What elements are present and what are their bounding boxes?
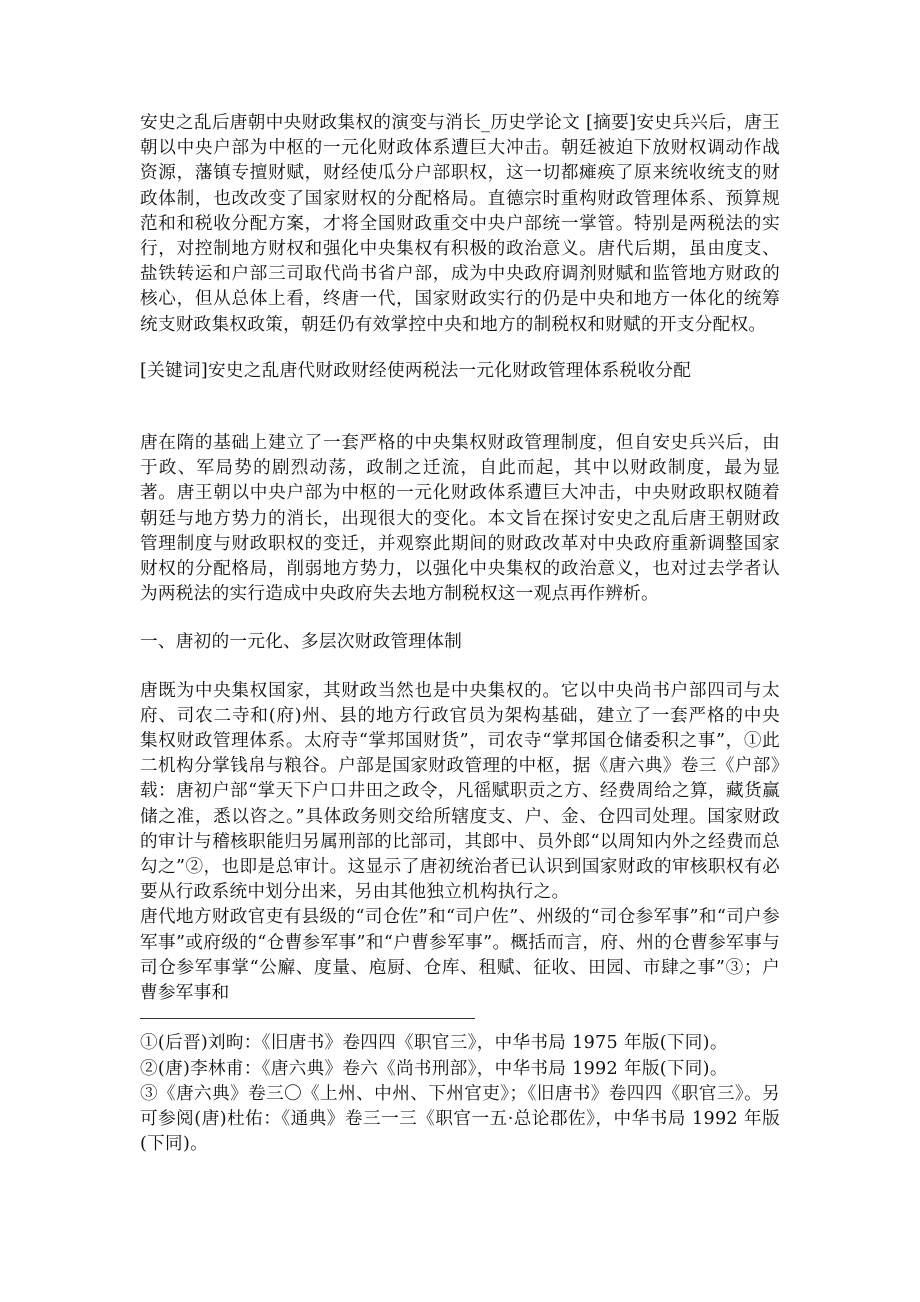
body-paragraph: 唐代地方财政官吏有县级的“司仓佐”和“司户佐”、州级的“司仓参军事”和“司户参军事”或府级的“仓曹参军事”和“户曹参军事”。概括而言，府、州的仓曹参军事与司仓参军事掌“公廨、度量、庖厨、仓库、租赋、征收、田园、市肆之事”③；户曹参军事和 bbox=[140, 907, 780, 1004]
footnote: ③《唐六典》卷三〇《上州、中州、下州官吏》；《旧唐书》卷四四《职官三》。另可参阅(唐)杜佑：《通典》卷三一三《职官一五·总论郡佐》，中华书局 1992 年版(下同)。 bbox=[140, 1083, 780, 1155]
footnote-divider bbox=[140, 1018, 475, 1019]
spacer bbox=[140, 656, 780, 679]
document-page bbox=[140, 111, 780, 1157]
section-heading: 一、唐初的一元化、多层次财政管理体制 bbox=[140, 632, 463, 653]
footnote: ②(唐)李林甫：《唐六典》卷六《尚书刑部》，中华书局 1992 年版(下同)。 bbox=[140, 1058, 728, 1079]
body-paragraph: 唐既为中央集权国家，其财政当然也是中央集权的。它以中央尚书户部四司与太府、司农二寺和(府)州、县的地方行政官员为架构基础，建立了一套严格的中央集权财政管理体系。太府寺“掌邦国财货”，司农寺“掌邦国仓储委积之事”，①此二机构分掌钱帛与粮谷。户部是国家财政管理的中枢，据《唐六典》卷三《户部》载：唐初户部“掌天下户口井田之政令，凡徭赋职贡之方、经费周给之算，藏货赢储之准，悉以咨之。”具体政务则交给所辖度支、户、金、仓四司处理。国家财政的审计与稽核职能归另属刑部的比部司，其郎中、员外郎“以周知内外之经费而总勾之”②，也即是总审计。这显示了唐初统治者已认识到国家财政的审核职权有必要从行政系统中划分出来，另由其他独立机构执行之。 bbox=[140, 680, 780, 903]
intro-paragraph: 唐在隋的基础上建立了一套严格的中央集权财政管理制度，但自安史兵兴后，由于政、军局势的剧烈动荡，政制之迁流，自此而起，其中以财政制度，最为显著。唐王朝以中央户部为中枢的一元化财政体系遭巨大冲击，中央财政职权随着朝廷与地方势力的消长，出现很大的变化。本文旨在探讨安史之乱后唐王朝财政管理制度与财政职权的变迁，并观察此期间的财政改革对中央政府重新调整国家财权的分配格局，削弱地方势力，以强化中央集权的政治意义，也对过去学者认为两税法的实行造成中央政府失去地方制税权这一观点再作辨析。 bbox=[140, 433, 780, 605]
spacer bbox=[140, 338, 780, 359]
keywords-line: [关键词]安史之乱唐代财政财经使两税法一元化财政管理体系税收分配 bbox=[140, 360, 692, 381]
abstract-paragraph: 安史之乱后唐朝中央财政集权的演变与消长_历史学论文 [摘要]安史兵兴后，唐王朝以中央户部为中枢的一元化财政体系遭巨大冲击。朝廷被迫下放财权调动作战资源，藩镇专擅财赋，财经使瓜分户部职权，这一切都瘫痪了原来统收统支的财政体制，也改改变了国家财权的分配格局。直德宗时重构财政管理体系、预算规范和和税收分配方案，才将全国财政重交中央户部统一掌管。特别是两税法的实行，对控制地方财权和强化中央集权有积极的政治意义。唐代后期，虽由度支、盐铁转运和户部三司取代尚书省户部，成为中央政府调剂财赋和监管地方财政的核心，但从总体上看，终唐一代，国家财政实行的仍是中央和地方一体化的统筹统支财政集权政策，朝廷仍有效掌控中央和地方的制税权和财赋的开支分配权。 bbox=[140, 113, 780, 335]
footnote: ①(后晋)刘昫：《旧唐书》卷四四《职官三》，中华书局 1975 年版(下同)。 bbox=[140, 1033, 728, 1054]
spacer bbox=[140, 384, 780, 431]
spacer bbox=[140, 607, 780, 630]
